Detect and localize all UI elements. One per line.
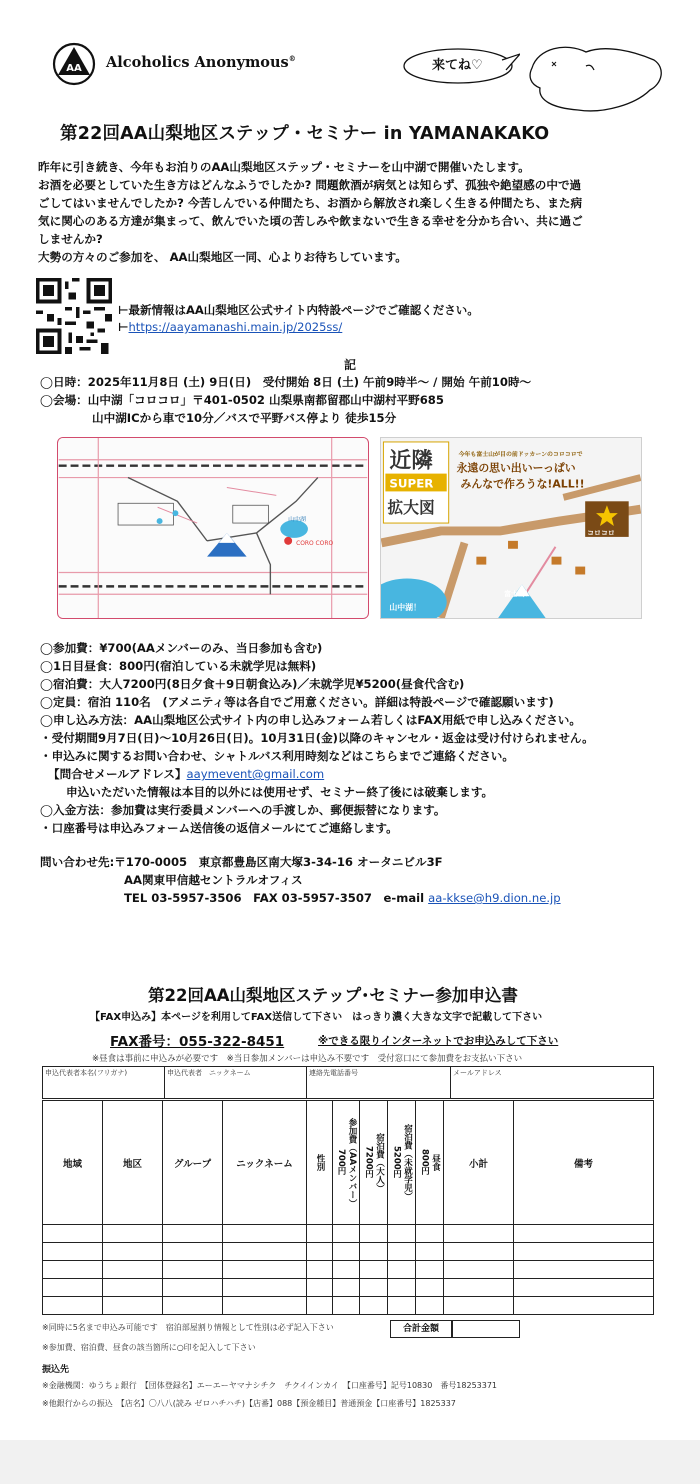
application-period: ・受付期間9月7日(日)〜10月26日(日)。10月31日(金)以降のキャンセル・返金は受け付けられません。: [40, 731, 594, 745]
col-lunch: 昼食 800円: [416, 1101, 444, 1225]
event-venue: ◯会場：山中湖「コロコロ」〒401-0502 山梨県南都留郡山中湖村平野685: [40, 393, 444, 407]
rep-name-field[interactable]: 申込代表者本名(フリガナ): [43, 1067, 165, 1099]
intro-text: 昨年に引き続き、今年もお泊りのAA山梨地区ステップ・セミナーを山中湖で開催いたします。 お酒を必要としていた生き方はどんなふうでしたか? 問題飲酒が病気とは知らず、孤独や絶望感の中で過 ごしてはいませんでしたか? 今苦しんでいる仲間たち、お酒から解放され楽しく生きる仲間たち、また病 気に関心のある方達が集まって、飲んでいた頃の苦しみや飲まないで生きる幸せを分かち合い、共に過ご しませんか? 大勢の方々のご参加を、 AA山梨地区一同、心よりお待ちしています。: [38, 160, 583, 264]
col-remarks: 備考: [514, 1101, 654, 1225]
close-up-map: [380, 437, 642, 619]
footer-band: [0, 1440, 700, 1484]
email-field[interactable]: メールアドレス: [451, 1067, 654, 1099]
inquiry-note: ・申込みに関するお問い合わせ、シャトルバス利用時刻などはこちらまでご連絡ください。: [40, 749, 514, 763]
contact-phone-line: TEL 03-5957-3506 FAX 03-5957-3507 e-mail aa-kkse@h9.dion.ne.jp: [124, 891, 561, 905]
lunch-note: ※昼食は事前に申込みが必要です ※当日参加メンバーは申込み不要です 受付窓口にて参加費をお支払い下さい: [92, 1054, 523, 1064]
col-stay-adult: 宿泊費（大人） 7200円: [360, 1101, 388, 1225]
col-nickname: ニックネーム: [223, 1101, 307, 1225]
bank-info-1: ※金融機関：ゆうちょ銀行 【団体登録名】エーエーヤマナシチク チクイインカイ 【口座番号】記号10830 番号18253371: [42, 1381, 498, 1390]
total-amount-field[interactable]: [452, 1320, 520, 1338]
qr-code-icon[interactable]: [36, 278, 112, 354]
col-fee: 参加費（AAメンバー） 700円: [333, 1101, 360, 1225]
table-header-row: [43, 1101, 654, 1225]
table-row[interactable]: [43, 1243, 654, 1261]
col-stay-child: 宿泊費（未就学児） 5200円: [388, 1101, 416, 1225]
bird-drawing-icon: [526, 38, 666, 118]
map-venue-label: CORO CORO: [296, 539, 334, 547]
bubble-text: 来てね♡: [432, 58, 483, 73]
contact-address: 問い合わせ先:〒170-0005 東京都豊島区南大塚3-34-16 オータニビル3F: [40, 855, 443, 869]
form-note-2: ※参加費、宿泊費、昼食の該当箇所に○印を記入して下さい: [42, 1343, 256, 1352]
map-fuji-label: 富士山！: [504, 590, 532, 599]
table-row[interactable]: [43, 1225, 654, 1243]
col-subtotal: 小計: [444, 1101, 514, 1225]
total-label: 合計金額: [390, 1320, 452, 1338]
transfer-heading: 振込先: [42, 1365, 70, 1375]
event-date: ◯日時：2025年11月8日 (土) 9日(日) 受付開始 8日 (土) 午前9時半〜 / 開始 午前10時〜: [40, 375, 532, 389]
fax-note: ※できる限りインターネットでお申込みして下さい: [318, 1035, 559, 1047]
inquiry-email-link[interactable]: aaymevent@gmail.com: [186, 767, 325, 781]
latest-info-note: ⊢最新情報はAA山梨地区公式サイト内特設ページでご確認ください。: [118, 303, 479, 317]
rep-nickname-field[interactable]: 申込代表者 ニックネーム: [165, 1067, 307, 1099]
map-slogan-3: みんなで作ろうな!ALL!!: [460, 477, 585, 491]
special-page-link[interactable]: https://aayamanashi.main.jp/2025ss/: [128, 320, 343, 334]
map-slogan-2: 永遠の思い出いーっぱい: [456, 461, 576, 475]
map-big-label-2: SUPER: [389, 476, 434, 491]
inquiry-mail-line: 【問合せメールアドレス】aaymevent@gmail.com: [48, 767, 325, 781]
fee-lunch: ◯1日目昼食：800円(宿泊している未就学児は無料): [40, 659, 317, 673]
participants-table: [42, 1100, 654, 1315]
fee-stay: ◯宿泊費：大人7200円(8日夕食＋9日朝食込み)／未就学児¥5200(昼食代含む): [40, 677, 465, 691]
form-note-1: ※同時に5名まで申込み可能です 宿泊部屋割り情報として性別は必ず記入下さい: [42, 1323, 334, 1332]
col-group: グループ: [163, 1101, 223, 1225]
payment-method: ◯入金方法：参加費は実行委員メンバーへの手渡しか、郵便振替になります。: [40, 803, 446, 817]
applicant-header-table: [42, 1066, 654, 1099]
capacity: ◯定員：宿泊 110名 (アメニティ等は各自でご用意ください。詳細は特設ページで確認願います): [40, 695, 554, 709]
site-url-line: ⊢https://aayamanashi.main.jp/2025ss/: [118, 320, 343, 334]
col-gender: 性別: [307, 1101, 333, 1225]
table-row[interactable]: [43, 1279, 654, 1297]
contact-email-link[interactable]: aa-kkse@h9.dion.ne.jp: [428, 891, 561, 905]
form-title: 第22回AA山梨地区ステップ･セミナー参加申込書: [148, 986, 518, 1005]
map-slogan-1: 今年も富士山が目の前ドッカーンのコロコロで: [458, 450, 583, 458]
page-title: 第22回AA山梨地区ステップ・セミナー in YAMANAKAKO: [60, 124, 550, 144]
bank-info-2: ※他銀行からの振込 【店名】〇八八(読み ゼロハチハチ)【店番】088【預金種目】普通預金【口座番号】1825337: [42, 1399, 456, 1408]
col-area: 地域: [43, 1101, 103, 1225]
phone-field[interactable]: 連絡先電話番号: [307, 1067, 451, 1099]
application-method: ◯申し込み方法：AA山梨地区公式サイト内の申し込みフォーム若しくはFAX用紙で申し込みください。: [40, 713, 581, 727]
table-row[interactable]: [43, 1297, 654, 1315]
map-lake-label: 山中湖: [288, 516, 306, 524]
table-row[interactable]: [43, 1261, 654, 1279]
ki-heading: 記: [344, 358, 357, 372]
form-subtitle: 【FAX申込み】本ページを利用してFAX送信して下さい はっきり濃く大きな文字で記載して下さい: [90, 1012, 543, 1023]
map-big-label-3: 拡大図: [387, 498, 435, 518]
privacy-note: 申込いただいた情報は本目的以外には使用せず、セミナー終了後には破棄します。: [66, 785, 494, 799]
svg-text:AA: AA: [66, 63, 82, 74]
aa-logo-icon: [52, 42, 96, 86]
map-lake-label-2: 山中湖！: [389, 603, 421, 613]
venue-access: 山中湖ICから車で10分／バスで平野バス停より 徒歩15分: [92, 411, 397, 425]
account-note: ・口座番号は申込みフォーム送信後の返信メールにてご連絡します。: [40, 821, 398, 835]
area-map: [57, 437, 369, 619]
fax-number: FAX番号：055-322-8451: [110, 1034, 285, 1050]
fee-participation: ◯参加費：¥700(AAメンバーのみ、当日参加も含む): [40, 641, 323, 655]
contact-office: AA関東甲信越セントラルオフィス: [124, 873, 303, 887]
map-big-label-1: 近隣: [389, 448, 433, 474]
map-venue-label-2: コロコロ: [587, 528, 615, 537]
org-name: Alcoholics Anonymous®: [106, 54, 296, 71]
col-district: 地区: [103, 1101, 163, 1225]
